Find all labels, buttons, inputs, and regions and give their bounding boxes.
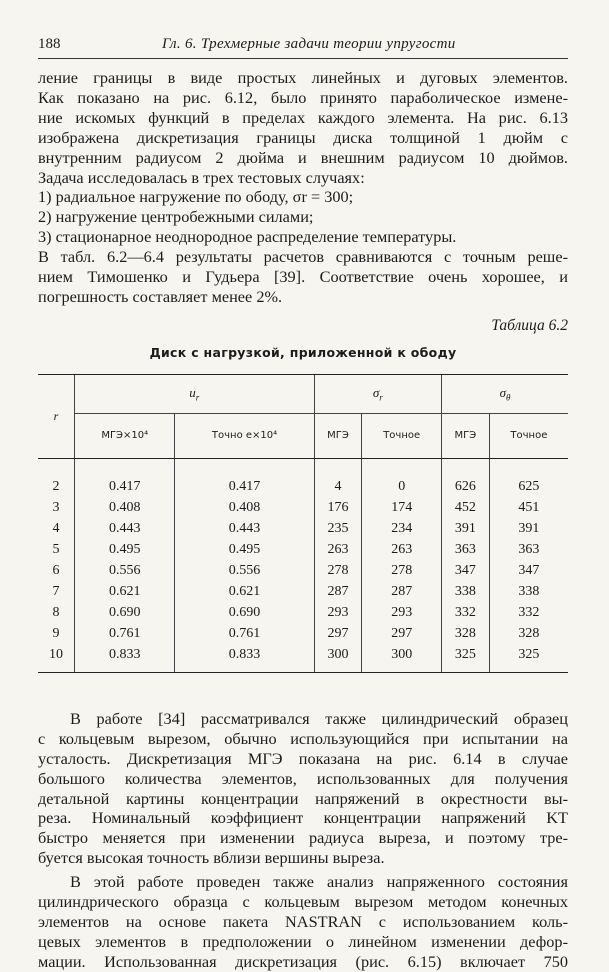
r-cell: 7 xyxy=(52,584,60,600)
group-symbol: σ xyxy=(372,385,380,401)
group-subscript: r xyxy=(195,392,200,403)
text-line: реза. Номинальный коэффициент концентрации напряжений KT xyxy=(38,808,568,828)
st-bem-cell: 338 xyxy=(442,582,490,603)
subheader-exact: Точное xyxy=(489,413,568,458)
table-row xyxy=(38,603,568,624)
ur-group-header xyxy=(75,374,315,413)
sigma-r-group-header xyxy=(314,374,441,413)
st-exact-cell: 451 xyxy=(489,498,568,519)
st-bem-cell: 626 xyxy=(442,458,490,498)
sr-exact-cell: 174 xyxy=(362,498,442,519)
ur-exact-cell: 0.621 xyxy=(175,582,314,603)
chapter-title: Гл. 6. Трехмерные задачи теории упругости xyxy=(162,36,456,52)
sr-exact-cell: 0 xyxy=(362,458,442,498)
st-bem-cell: 325 xyxy=(442,645,490,673)
group-subscript: r xyxy=(379,392,383,403)
text-line: изображена дискретизация границы диска толщиной 1 дюйм с xyxy=(38,127,568,147)
st-exact-cell: 332 xyxy=(489,603,568,624)
text-line: Задача исследовалась в трех тестовых случаях: xyxy=(38,167,365,187)
subheader-exact: Точное xyxy=(362,413,442,458)
table-row xyxy=(38,458,568,498)
subheader-bem: МГЭ×10⁴ xyxy=(75,413,175,458)
text-line: мации. Использованная дискретизация (рис. 6.15) включает 750 xyxy=(38,951,568,971)
st-exact-cell: 625 xyxy=(489,458,568,498)
ur-bem-cell: 0.621 xyxy=(75,582,175,603)
ur-exact-cell: 0.495 xyxy=(175,540,314,561)
text-line: усталость. Дискретизация МГЭ показана на рис. 6.14 в случае xyxy=(38,748,568,768)
sr-bem-cell: 263 xyxy=(314,540,362,561)
r-cell: 10 xyxy=(38,645,75,673)
st-exact-cell: 363 xyxy=(489,540,568,561)
table-row xyxy=(38,582,568,603)
ur-bem-cell: 0.408 xyxy=(75,498,175,519)
group-symbol: u xyxy=(189,385,196,401)
st-exact-cell: 328 xyxy=(489,624,568,645)
subheader-exact: Точно е×10⁴ xyxy=(175,413,314,458)
table-caption: Таблица 6.2 xyxy=(491,316,568,334)
sigma-theta-group-header xyxy=(442,374,568,413)
ur-exact-cell: 0.443 xyxy=(175,519,314,540)
ur-bem-cell: 0.556 xyxy=(75,561,175,582)
text-line: ние искомых функций в пределах каждого элемента. На рис. 6.13 xyxy=(38,107,568,127)
text-line: цилиндрического образца с кольцевым вырезом методом конечных xyxy=(38,892,568,912)
text-line: Как показано на рис. 6.12, было принято параболическое измене- xyxy=(38,87,568,107)
r-cell: 3 xyxy=(52,500,60,516)
st-bem-cell: 328 xyxy=(442,624,490,645)
sr-bem-cell: 300 xyxy=(314,645,362,673)
text-line: большого количества элементов, использованных для получения xyxy=(38,768,568,788)
running-head xyxy=(38,30,568,54)
text-line: цевых элементов в предположении о линейном изменении дефор- xyxy=(38,931,568,951)
book-page xyxy=(38,30,568,972)
text-line: с кольцевым вырезом, обычно использующийся при испытании на xyxy=(38,728,568,748)
body-paragraph xyxy=(38,709,568,868)
st-exact-cell: 325 xyxy=(489,645,568,673)
sr-exact-cell: 297 xyxy=(362,624,442,645)
r-cell: 4 xyxy=(52,521,60,537)
table-row xyxy=(38,624,568,645)
test-case-item: 1) радиальное нагружение по ободу, σr = 300; xyxy=(38,187,354,207)
table-row xyxy=(38,498,568,519)
r-cell: 5 xyxy=(52,542,60,558)
st-bem-cell: 363 xyxy=(442,540,490,561)
table-row xyxy=(38,561,568,582)
test-case-item: 2) нагружение центробежными силами; xyxy=(38,207,314,227)
text-line: нием Тимошенко и Гудьера [39]. Соответствие очень хорошее, и xyxy=(38,267,568,287)
text-line: внутренним радиусом 2 дюйма и внешним радиусом 10 дюймов. xyxy=(38,147,568,167)
sr-exact-cell: 278 xyxy=(362,561,442,582)
table-row xyxy=(38,645,568,673)
ur-bem-cell: 0.690 xyxy=(75,603,175,624)
st-bem-cell: 452 xyxy=(442,498,490,519)
results-table xyxy=(38,374,568,673)
ur-exact-cell: 0.690 xyxy=(175,603,314,624)
st-exact-cell: 391 xyxy=(489,519,568,540)
sr-exact-cell: 234 xyxy=(362,519,442,540)
sr-bem-cell: 297 xyxy=(314,624,362,645)
group-symbol: σ xyxy=(499,385,507,401)
sr-bem-cell: 176 xyxy=(314,498,362,519)
intro-paragraph xyxy=(38,68,568,307)
r-cell: 2 xyxy=(52,479,60,495)
sr-exact-cell: 293 xyxy=(362,603,442,624)
ur-exact-cell: 0.556 xyxy=(175,561,314,582)
ur-exact-cell: 0.833 xyxy=(175,645,314,673)
sr-bem-cell: 287 xyxy=(314,582,362,603)
sr-exact-cell: 263 xyxy=(362,540,442,561)
test-case-item: 3) стационарное неоднородное распределение температуры. xyxy=(38,227,457,247)
r-cell: 6 xyxy=(52,563,60,579)
st-exact-cell: 347 xyxy=(489,561,568,582)
table-row xyxy=(38,519,568,540)
text-line: погрешность составляет менее 2%. xyxy=(38,286,283,306)
text-line: В табл. 6.2—6.4 результаты расчетов сравниваются с точным реше- xyxy=(38,247,568,267)
sr-exact-cell: 300 xyxy=(362,645,442,673)
subheader-bem: МГЭ xyxy=(442,413,490,458)
text-line: быстро меняется при изменении радиуса выреза, и поэтому тре- xyxy=(38,828,568,848)
ur-bem-cell: 0.495 xyxy=(75,540,175,561)
sr-bem-cell: 235 xyxy=(314,519,362,540)
text-line: буется высокая точность вблизи вершины выреза. xyxy=(38,848,385,868)
ur-exact-cell: 0.761 xyxy=(175,624,314,645)
st-bem-cell: 347 xyxy=(442,561,490,582)
table-row xyxy=(38,540,568,561)
ur-bem-cell: 0.761 xyxy=(75,624,175,645)
header-rule xyxy=(38,58,568,59)
group-subscript: θ xyxy=(506,392,511,403)
r-cell: 9 xyxy=(52,626,60,642)
ur-bem-cell: 0.443 xyxy=(75,519,175,540)
subheader-bem: МГЭ xyxy=(314,413,362,458)
text-line: элементов на основе пакета NASTRAN с использованием коль- xyxy=(38,911,568,931)
ur-bem-cell: 0.417 xyxy=(75,458,175,498)
table-title: Диск с нагрузкой, приложенной к ободу xyxy=(149,344,457,360)
r-cell: 8 xyxy=(52,605,60,621)
sr-exact-cell: 287 xyxy=(362,582,442,603)
ur-exact-cell: 0.417 xyxy=(175,458,314,498)
st-bem-cell: 332 xyxy=(442,603,490,624)
ur-bem-cell: 0.833 xyxy=(75,645,175,673)
r-column-header: r xyxy=(38,374,75,458)
st-bem-cell: 391 xyxy=(442,519,490,540)
text-line: В работе [34] рассматривался также цилиндрический образец xyxy=(70,708,568,728)
sr-bem-cell: 293 xyxy=(314,603,362,624)
ur-exact-cell: 0.408 xyxy=(175,498,314,519)
text-line: ление границы в виде простых линейных и дуговых элементов. xyxy=(38,68,568,87)
text-line: В этой работе проведен также анализ напряженного состояния xyxy=(70,872,568,892)
page-number: 188 xyxy=(38,36,61,52)
st-exact-cell: 338 xyxy=(489,582,568,603)
sr-bem-cell: 278 xyxy=(314,561,362,582)
body-paragraph xyxy=(38,872,568,972)
sr-bem-cell: 4 xyxy=(314,458,362,498)
text-line: детальной картины концентрации напряжений в окрестности вы- xyxy=(38,788,568,808)
